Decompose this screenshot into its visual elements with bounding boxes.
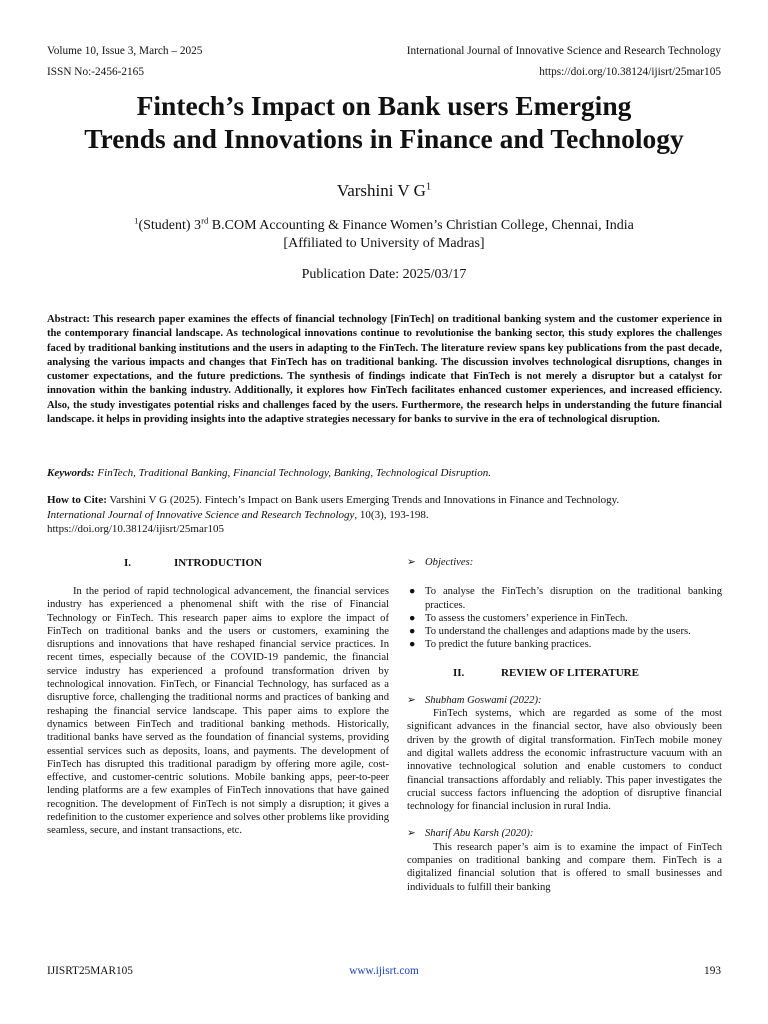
abstract-text: This research paper examines the effects of financial technology [FinTech] on traditional banking system and the customer experience in the contemporary financial landscape. As technological innovations continue to revolutionise the banking sector, this study explores the challenges faced by traditional banking institutions and the users in adapting to the FinTech. The literature review spans key publications from the past decade, analysing the various impacts and changes that FinTech has on traditional banking. The discussion involves technological disruptions, changes in customer expectations, and the future predictions. The synthesis of findings indicate that FinTech is not merely a disruptor but a catalyst for innovation within the banking industry. Additionally, it explores how FinTech facilitates enhanced customer experiences, and increased efficiency. Also, the study investigates potential risks and challenges faced by the users. Furthermore, the research helps in understanding the future financial landscape. it helps in providing insights into the adaptive strategies necessary for banks to survive in the era of technological disruption.	[47, 314, 722, 426]
review-author-name: Shubham Goswami (2022):	[425, 694, 542, 706]
affiliation	[30, 217, 738, 252]
header-journal: International Journal of Innovative Science and Research Technology	[406, 45, 721, 57]
round-bullet-icon: ●	[409, 612, 416, 624]
list-item-text: To assess the customers’ experience in FinTech.	[425, 612, 628, 624]
round-bullet-icon: ●	[409, 586, 416, 598]
affiliation-line-1	[30, 217, 738, 235]
objectives-heading	[407, 556, 722, 569]
affiliation-post: B.COM Accounting & Finance Women’s Christian College, Chennai, India	[208, 218, 634, 233]
list-item	[407, 625, 722, 638]
section-title: REVIEW OF LITERATURE	[501, 666, 639, 679]
author-superscript: 1	[425, 181, 432, 193]
affiliation-line-2: [Affiliated to University of Madras]	[283, 235, 485, 251]
footer-website-link[interactable]: www.ijisrt.com	[349, 965, 419, 977]
list-item-text: To predict the future banking practices.	[425, 639, 592, 651]
publication-date: Publication Date: 2025/03/17	[301, 267, 467, 282]
keywords-label: Keywords:	[47, 467, 95, 479]
list-item	[407, 612, 722, 625]
arrow-bullet-icon: ➢	[407, 557, 416, 568]
section-heading-review	[407, 666, 722, 680]
paper-title-line-1: Fintech’s Impact on Bank users Emerging	[136, 90, 632, 121]
objectives-label: Objectives:	[425, 557, 474, 568]
cite-journal: International Journal of Innovative Science and Research Technology	[47, 508, 355, 521]
section-title: INTRODUCTION	[174, 557, 263, 569]
paper-title	[30, 89, 738, 155]
right-column	[407, 556, 722, 894]
cite-label: How to Cite:	[47, 494, 107, 506]
introduction-paragraph: In the period of rapid technological advancement, the financial services industry has experienced a phenomenal shift with the rise of Financial Technology or FinTech. This research paper aims to explore the impact of FinTech on traditional banks and the users or customers, examining the disruptions and innovations that have reshaped financial service practices. In recent times, especially because of the COVID-19 pandemic, the financial service industry has experienced a profound transformation driven by technological innovation. FinTech, or Financial Technology, has surfaced as a disruptive force, challenging the traditional norms and practices of banking and reshaping the financial service landscape. This paper aims to explore the dynamics between FinTech and traditional banking methods. Historically, traditional banks have served as the foundation of financial systems, providing essential services such as deposits, loans, and payments. The development of FinTech has disrupted this traditional paradigm by offering more agile, cost-effective, and customer-centric solutions. Mobile banking apps, peer-to-peer lending platforms are a few examples of FinTech innovations that have gained recognition. The development of FinTech is not simply a disruption; it gives a redefinition to the customer experience and solves other problems like providing seamless, secure, and instant transactions, etc.	[47, 586, 389, 837]
header-volume: Volume 10, Issue 3, March – 2025	[47, 45, 203, 57]
abstract	[47, 313, 722, 427]
keywords-text: FinTech, Traditional Banking, Financial Technology, Banking, Technological Disruption.	[94, 467, 491, 479]
affiliation-pre: (Student) 3	[138, 218, 202, 233]
cite-volume: , 10(3), 193-198.	[354, 508, 429, 521]
list-item-text: To analyse the FinTech’s disruption on the traditional banking practices.	[425, 586, 722, 611]
cite-doi-link[interactable]: https://doi.org/10.38124/ijisrt/25mar105	[47, 523, 225, 535]
header-issn: ISSN No:-2456-2165	[47, 66, 144, 78]
list-item	[407, 585, 722, 612]
affiliation-superscript: 1	[134, 215, 139, 226]
objectives-list	[407, 585, 722, 651]
section-number: I.	[124, 557, 132, 569]
paper-title-line-2: Trends and Innovations in Finance and Technology	[84, 123, 684, 154]
left-column	[47, 556, 389, 838]
footer-paper-id: IJISRT25MAR105	[47, 965, 133, 977]
author-name: Varshini V G	[336, 181, 426, 200]
keywords	[47, 466, 722, 480]
list-item	[407, 638, 722, 651]
how-to-cite	[47, 493, 722, 537]
header-doi-link[interactable]: https://doi.org/10.38124/ijisrt/25mar105	[539, 66, 721, 78]
list-item-text: To understand the challenges and adaptions made by the users.	[425, 626, 691, 638]
abstract-label: Abstract:	[47, 314, 90, 325]
cite-text: Varshini V G (2025). Fintech’s Impact on Bank users Emerging Trends and Innovations in Finance and Technology.	[106, 494, 620, 506]
round-bullet-icon: ●	[409, 626, 416, 638]
section-number: II.	[453, 666, 465, 679]
review-entry-text: FinTech systems, which are regarded as some of the most significant advances in the financial sector, have also obviously been driven by the growth of digital transformation. FinTech mobile money and digital wallets address the economic infrastructure vacuum with an innovative technological solution and enable customers to conduct financial transactions affordably and reliably. This paper investigates the crucial success factors influencing the adoption of disruptive financial technology for financial inclusion in rural India.	[407, 708, 722, 813]
review-entry-text: This research paper’s aim is to examine the impact of FinTech companies on traditional banking and compare them. FinTech is a digitalized financial solution that is offered to small businesses and individuals to fulfill their banking	[407, 841, 722, 893]
review-author-name: Sharif Abu Karsh (2020):	[425, 828, 534, 840]
arrow-bullet-icon: ➢	[407, 694, 416, 706]
review-entry-author	[407, 827, 722, 840]
author-line	[30, 180, 738, 202]
footer-page-number: 193	[704, 965, 721, 977]
section-heading-introduction	[47, 556, 389, 570]
round-bullet-icon: ●	[409, 639, 416, 651]
arrow-bullet-icon: ➢	[407, 828, 416, 840]
affiliation-ordinal: rd	[201, 215, 209, 226]
review-entry-author	[407, 694, 722, 707]
